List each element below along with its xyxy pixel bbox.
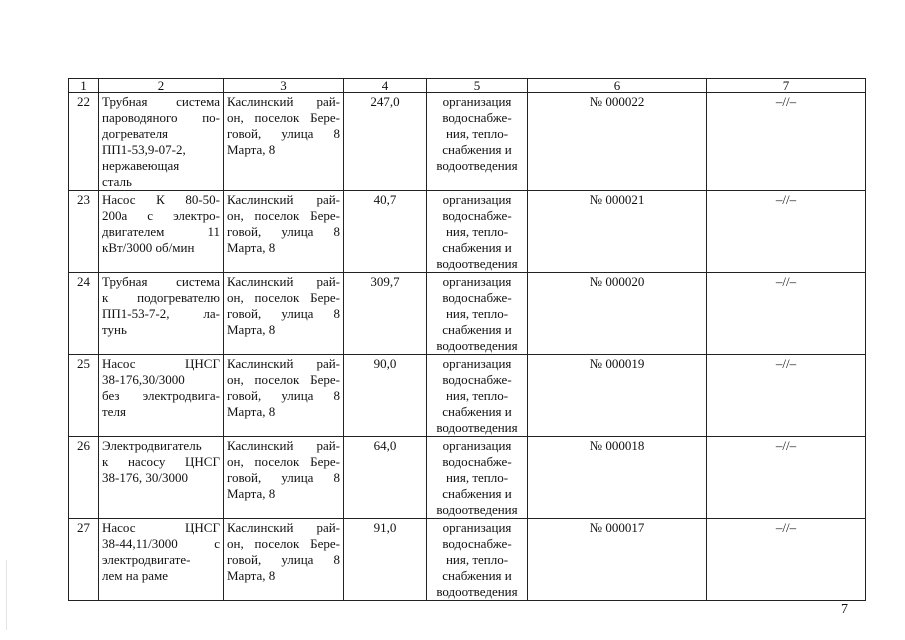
value-cell: 91,0: [344, 519, 427, 601]
column-header: 6: [528, 79, 707, 93]
table-row: [69, 519, 866, 601]
note-cell: –//–: [707, 93, 866, 191]
registry-number-cell: № 000020: [528, 273, 707, 355]
organization-cell-line: ния, тепло-: [445, 470, 509, 485]
organization-cell-line: организация: [442, 274, 512, 289]
organization-cell-line: снабжения и: [442, 404, 512, 419]
address-cell-line: Каслинский рай-: [227, 438, 340, 453]
organization-cell: [427, 273, 528, 355]
organization-cell: [427, 93, 528, 191]
item-name-cell-line: 38-176,30/3000: [102, 372, 185, 387]
item-name-cell: [99, 191, 224, 273]
organization-cell-line: водоснабже-: [442, 536, 512, 551]
address-cell-line: Марта, 8: [227, 142, 276, 157]
address-cell-line: он, поселок Бере-: [227, 372, 340, 387]
item-name-cell: [99, 273, 224, 355]
address-cell: [224, 273, 344, 355]
note-cell: –//–: [707, 437, 866, 519]
registry-number-cell: № 000021: [528, 191, 707, 273]
organization-cell-line: водоотведения: [436, 338, 518, 353]
item-name-cell-line: Насос К 80-50-: [102, 192, 220, 207]
item-name-cell-line: нержавеющая: [102, 158, 180, 173]
item-name-cell-line: к насосу ЦНСГ: [102, 454, 220, 469]
item-name-cell-line: к подогревателю: [102, 290, 220, 305]
item-name-cell-line: 200а с электро-: [102, 208, 220, 223]
column-header: 7: [707, 79, 866, 93]
column-header: 5: [427, 79, 528, 93]
scan-edge-mark: [6, 560, 7, 630]
address-cell-line: Марта, 8: [227, 568, 276, 583]
row-number-cell: 27: [69, 519, 99, 601]
organization-cell: [427, 437, 528, 519]
item-name-cell-line: сталь: [102, 174, 132, 189]
item-name-cell: [99, 437, 224, 519]
item-name-cell-line: Электродвигатель: [102, 438, 202, 453]
organization-cell: [427, 519, 528, 601]
organization-cell-line: снабжения и: [442, 240, 512, 255]
address-cell: [224, 93, 344, 191]
address-cell-line: он, поселок Бере-: [227, 110, 340, 125]
value-cell: 40,7: [344, 191, 427, 273]
organization-cell-line: водоотведения: [436, 256, 518, 271]
column-header: 1: [69, 79, 99, 93]
address-cell: [224, 519, 344, 601]
organization-cell: [427, 355, 528, 437]
table-body: [69, 93, 866, 601]
address-cell-line: Марта, 8: [227, 240, 276, 255]
row-number-cell: 24: [69, 273, 99, 355]
address-cell-line: говой, улица 8: [227, 306, 340, 321]
column-header: 3: [224, 79, 344, 93]
address-cell-line: Марта, 8: [227, 486, 276, 501]
address-cell-line: говой, улица 8: [227, 470, 340, 485]
address-cell-line: Каслинский рай-: [227, 192, 340, 207]
table-row: [69, 191, 866, 273]
organization-cell-line: водоснабже-: [442, 372, 512, 387]
address-cell-line: говой, улица 8: [227, 388, 340, 403]
organization-cell-line: водоотведения: [436, 584, 518, 599]
registry-number-cell: № 000019: [528, 355, 707, 437]
address-cell-line: Каслинский рай-: [227, 356, 340, 371]
value-cell: 90,0: [344, 355, 427, 437]
item-name-cell-line: двигателем 11: [102, 224, 220, 239]
organization-cell-line: водоотведения: [436, 158, 518, 173]
organization-cell-line: водоотведения: [436, 420, 518, 435]
row-number-cell: 22: [69, 93, 99, 191]
address-cell-line: он, поселок Бере-: [227, 454, 340, 469]
table-row: [69, 93, 866, 191]
organization-cell-line: водоснабже-: [442, 110, 512, 125]
organization-cell-line: водоснабже-: [442, 208, 512, 223]
item-name-cell: [99, 355, 224, 437]
organization-cell-line: организация: [442, 356, 512, 371]
item-name-cell: [99, 519, 224, 601]
item-name-cell-line: ПП1-53,9-07-2,: [102, 142, 186, 157]
address-cell-line: Каслинский рай-: [227, 274, 340, 289]
address-cell-line: говой, улица 8: [227, 552, 340, 567]
registry-number-cell: № 000017: [528, 519, 707, 601]
address-cell-line: он, поселок Бере-: [227, 208, 340, 223]
row-number-cell: 23: [69, 191, 99, 273]
organization-cell-line: водоснабже-: [442, 290, 512, 305]
organization-cell-line: водоснабже-: [442, 454, 512, 469]
note-cell: –//–: [707, 273, 866, 355]
column-header: 4: [344, 79, 427, 93]
row-number-cell: 26: [69, 437, 99, 519]
organization-cell-line: ния, тепло-: [445, 126, 509, 141]
value-cell: 64,0: [344, 437, 427, 519]
organization-cell-line: организация: [442, 192, 512, 207]
organization-cell-line: организация: [442, 438, 512, 453]
organization-cell: [427, 191, 528, 273]
item-name-cell-line: пароводяного по-: [102, 110, 220, 125]
organization-cell-line: ния, тепло-: [445, 224, 509, 239]
address-cell: [224, 437, 344, 519]
table-row: [69, 355, 866, 437]
item-name-cell-line: Трубная система: [102, 274, 220, 289]
address-cell-line: говой, улица 8: [227, 224, 340, 239]
organization-cell-line: организация: [442, 94, 512, 109]
value-cell: 247,0: [344, 93, 427, 191]
address-cell: [224, 191, 344, 273]
organization-cell-line: ния, тепло-: [445, 388, 509, 403]
item-name-cell-line: Насос ЦНСГ: [102, 520, 220, 535]
address-cell-line: он, поселок Бере-: [227, 290, 340, 305]
note-cell: –//–: [707, 519, 866, 601]
address-cell-line: он, поселок Бере-: [227, 536, 340, 551]
address-cell-line: Каслинский рай-: [227, 520, 340, 535]
address-cell-line: Марта, 8: [227, 404, 276, 419]
registry-number-cell: № 000018: [528, 437, 707, 519]
note-cell: –//–: [707, 191, 866, 273]
value-cell: 309,7: [344, 273, 427, 355]
address-cell: [224, 355, 344, 437]
item-name-cell-line: ПП1-53-7-2, ла-: [102, 306, 220, 321]
item-name-cell-line: 38-44,11/3000 с: [102, 536, 220, 551]
item-name-cell: [99, 93, 224, 191]
organization-cell-line: снабжения и: [442, 568, 512, 583]
organization-cell-line: снабжения и: [442, 142, 512, 157]
item-name-cell-line: догревателя: [102, 126, 169, 141]
organization-cell-line: ния, тепло-: [445, 552, 509, 567]
organization-cell-line: ния, тепло-: [445, 306, 509, 321]
property-registry-table: [68, 78, 866, 601]
item-name-cell-line: Трубная система: [102, 94, 220, 109]
registry-number-cell: № 000022: [528, 93, 707, 191]
item-name-cell-line: тунь: [102, 322, 127, 337]
note-cell: –//–: [707, 355, 866, 437]
item-name-cell-line: без электродвига-: [102, 388, 220, 403]
address-cell-line: Каслинский рай-: [227, 94, 340, 109]
organization-cell-line: снабжения и: [442, 322, 512, 337]
address-cell-line: говой, улица 8: [227, 126, 340, 141]
page-number: 7: [841, 602, 848, 617]
item-name-cell-line: Насос ЦНСГ: [102, 356, 220, 371]
address-cell-line: Марта, 8: [227, 322, 276, 337]
item-name-cell-line: 38-176, 30/3000: [102, 470, 188, 485]
item-name-cell-line: лем на раме: [102, 568, 168, 583]
item-name-cell-line: теля: [102, 404, 126, 419]
organization-cell-line: водоотведения: [436, 502, 518, 517]
column-header: 2: [99, 79, 224, 93]
item-name-cell-line: кВт/3000 об/мин: [102, 240, 195, 255]
item-name-cell-line: электродвигате-: [102, 552, 191, 567]
table-row: [69, 273, 866, 355]
organization-cell-line: организация: [442, 520, 512, 535]
column-number-row: [69, 79, 866, 93]
table-row: [69, 437, 866, 519]
organization-cell-line: снабжения и: [442, 486, 512, 501]
row-number-cell: 25: [69, 355, 99, 437]
